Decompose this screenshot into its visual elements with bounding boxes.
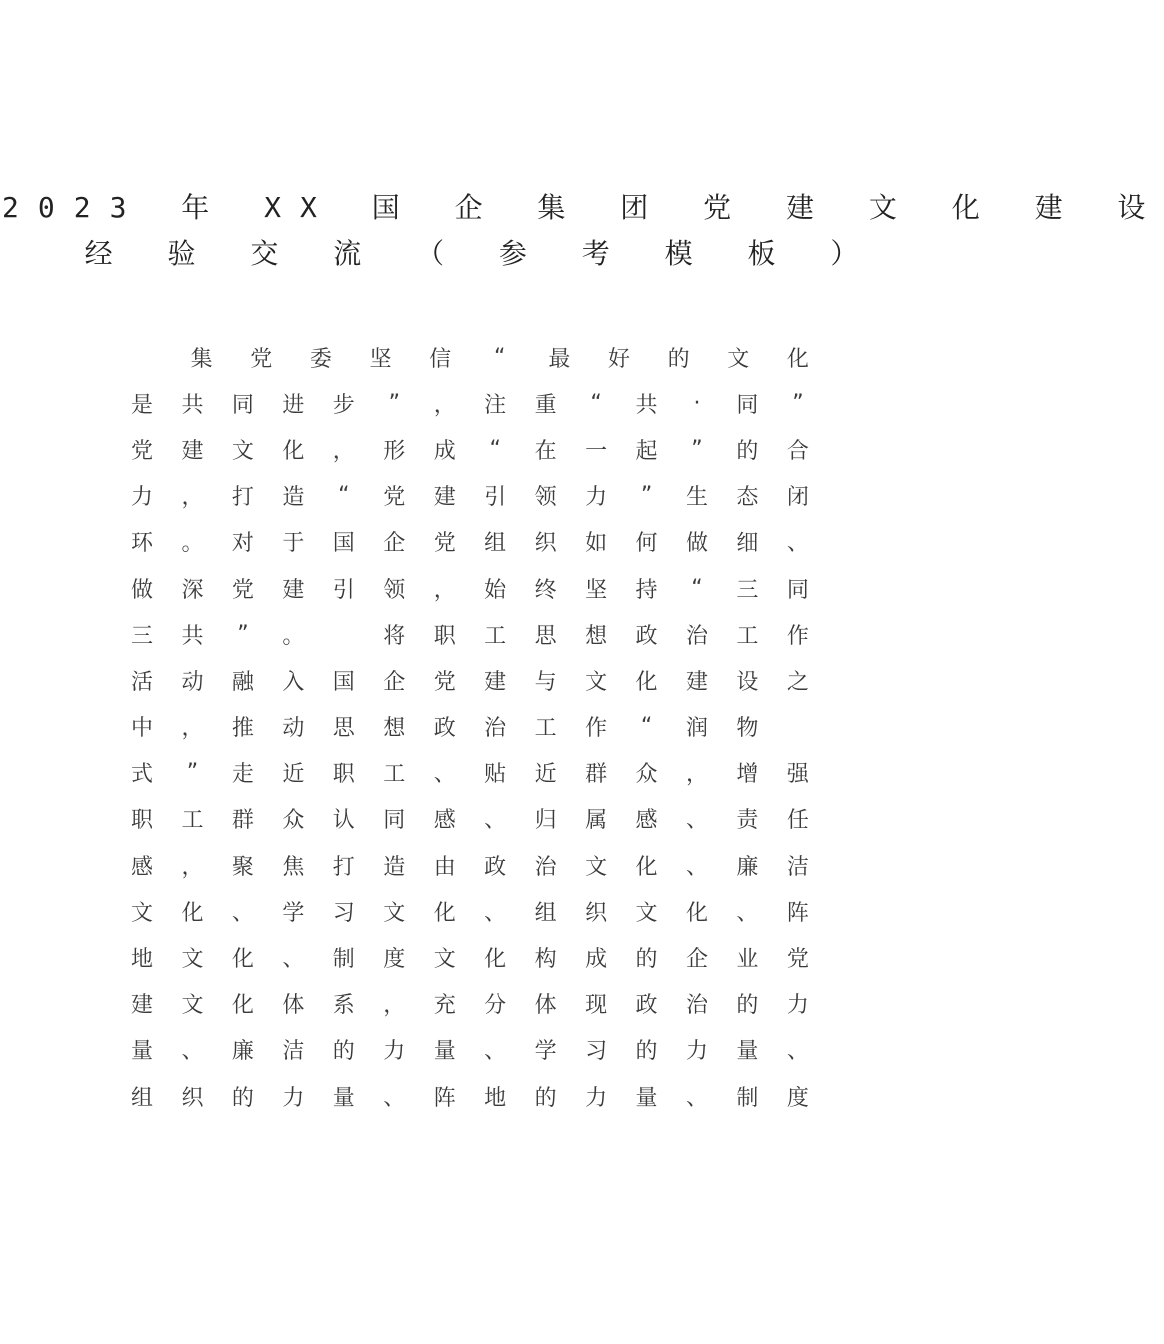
paragraph-line: 集 党 委 坚 信 “ 最 好 的 文 化 [190,344,809,372]
title-line-1: 2023 年 XX 国 企 集 团 党 建 文 化 建 设 [2,191,1164,224]
paragraph-line: 活 动 融 入 国 企 党 建 与 文 化 建 设 之 [130,669,809,695]
body-paragraph [130,334,810,1119]
paragraph-line: 感 ， 聚 焦 打 造 由 政 治 文 化 、 廉 洁 [130,854,809,880]
paragraph-line: 中 ， 推 动 思 想 政 治 工 作 “ 润 物 [130,714,759,742]
paragraph-line: 环 。 对 于 国 企 党 组 织 如 何 做 细 、 [130,531,809,557]
paragraph-line: 地 文 化 、 制 度 文 化 构 成 的 企 业 党 [130,947,809,973]
paragraph-line: 式 ” 走 近 职 工 、 贴 近 群 众 ， 增 强 [130,760,809,788]
paragraph-line: 量 、 廉 洁 的 力 量 、 学 习 的 力 量 、 [130,1039,809,1065]
document-title [0,185,1164,277]
paragraph-line: 三 共 ” 。 将 职 工 思 想 政 治 工 作 [130,621,809,649]
paragraph-line: 职 工 群 众 认 同 感 、 归 属 感 、 责 任 [130,808,809,834]
paragraph-line: 是 共 同 进 步 ” ， 注 重 “ 共 · 同 ” [130,390,804,418]
title-line-2: 经 验 交 流 （ 参 考 模 板 ） [84,237,878,270]
paragraph-line: 组 织 的 力 量 、 阵 地 的 力 量 、 制 度 [130,1085,809,1111]
paragraph-line: 力 ， 打 造 “ 党 建 引 领 力 ” 生 态 闭 [130,483,809,511]
paragraph-line: 做 深 党 建 引 领 ， 始 终 坚 持 “ 三 同 [130,575,809,603]
paragraph-line: 党 建 文 化 ， 形 成 “ 在 一 起 ” 的 合 [130,436,809,464]
paragraph-line: 文 化 、 学 习 文 化 、 组 织 文 化 、 阵 [130,900,809,926]
paragraph-line: 建 文 化 体 系 ， 充 分 体 现 政 治 的 力 [130,993,809,1019]
